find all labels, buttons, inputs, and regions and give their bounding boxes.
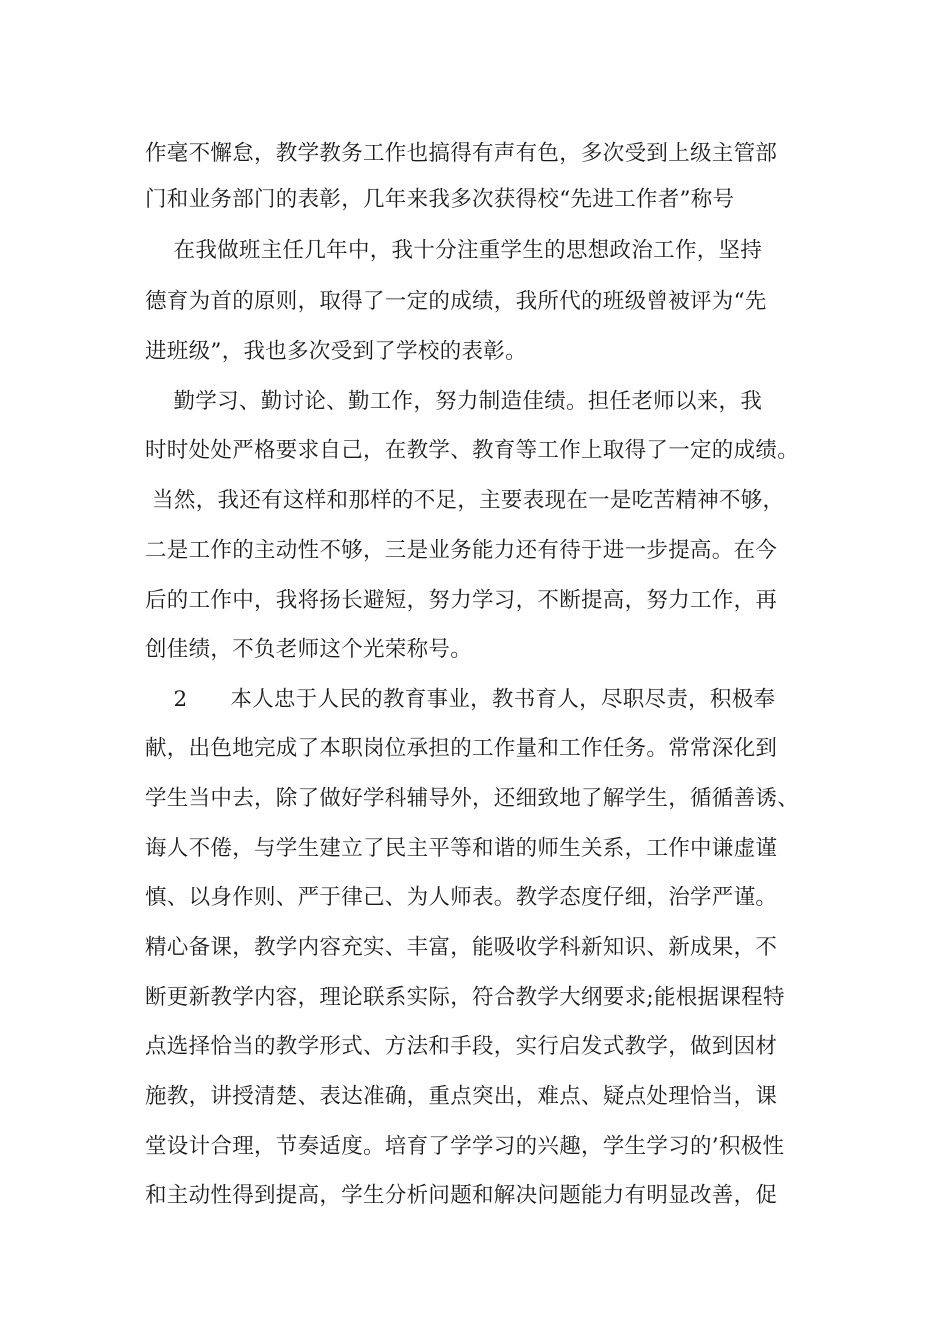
text-line: 作毫不懈怠，教学教务工作也搞得有声有色，多次受到上级主管部 <box>145 141 778 166</box>
text-line: 2 本人忠于人民的教育事业，教书育人，尽职尽责，积极奉 <box>145 687 776 712</box>
text-line: 精心备课，教学内容充实、丰富，能吸收学科新知识、新成果，不 <box>145 935 778 960</box>
text-line: 献，出色地完成了本职岗位承担的工作量和工作任务。常常深化到 <box>145 736 778 761</box>
text-line: 施教，讲授清楚、表达准确，重点突出，难点、疑点处理恰当，课 <box>145 1084 778 1109</box>
text-line: 勤学习、勤讨论、勤工作，努力制造佳绩。担任老师以来，我 <box>145 389 763 414</box>
text-line: 断更新教学内容，理论联系实际，符合教学大纲要求;能根据课程特 <box>145 985 785 1010</box>
text-line: 德育为首的原则，取得了一定的成绩，我所代的班级曾被评为“先 <box>145 289 767 314</box>
text-line: 诲人不倦，与学生建立了民主平等和谐的师生关系，工作中谦虚谨 <box>145 836 778 861</box>
text-line: 进班级”，我也多次受到了学校的表彰。 <box>145 339 527 364</box>
text-line: 时时处处严格要求自己，在教学、教育等工作上取得了一定的成绩。 <box>145 438 800 463</box>
text-line: 在我做班主任几年中，我十分注重学生的思想政治工作，坚持 <box>145 238 763 263</box>
text-line: 学生当中去，除了做好学科辅导外，还细致地了解学生，循循善诱、 <box>145 786 800 811</box>
text-line: 后的工作中，我将扬长避短，努力学习，不断提高，努力工作，再 <box>145 588 778 613</box>
text-line: 当然，我还有这样和那样的不足，主要表现在一是吃苦精神不够， <box>145 488 785 513</box>
text-line: 堂设计合理，节奏适度。培育了学学习的兴趣，学生学习的’积极性 <box>145 1134 785 1159</box>
text-line: 慎、以身作则、严于律己、为人师表。教学态度仔细，治学严谨。 <box>145 885 778 910</box>
text-line: 二是工作的主动性不够，三是业务能力还有待于进一步提高。在今 <box>145 538 778 563</box>
text-line: 和主动性得到提高，学生分析问题和解决问题能力有明显改善，促 <box>145 1183 778 1208</box>
text-line: 创佳绩，不负老师这个光荣称号。 <box>145 637 473 662</box>
text-line: 门和业务部门的表彰，几年来我多次获得校“先进工作者”称号 <box>145 187 735 212</box>
text-line: 点选择恰当的教学形式、方法和手段，实行启发式教学，做到因材 <box>145 1034 778 1059</box>
